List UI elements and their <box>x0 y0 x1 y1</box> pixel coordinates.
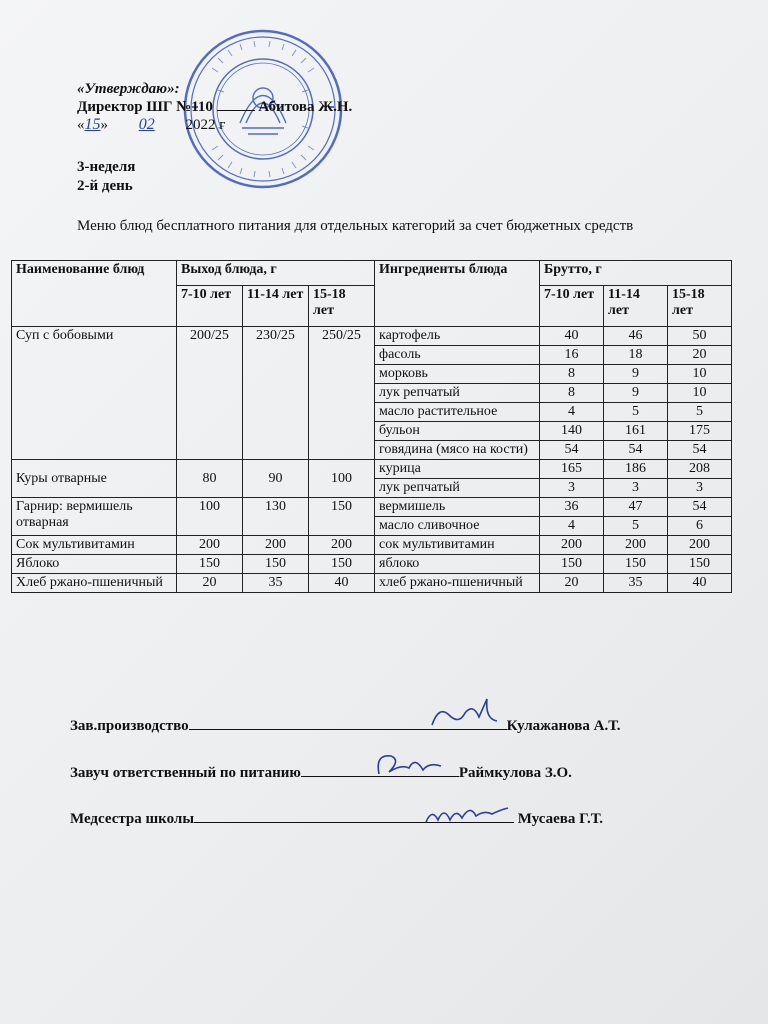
dish-name: Куры отварные <box>12 460 177 498</box>
dish-output: 230/25 <box>243 327 309 460</box>
approval-date-year: 2022 г <box>185 117 226 133</box>
dish-output: 20 <box>177 574 243 593</box>
approval-date-month: 02 <box>138 116 155 133</box>
header-output-age-7-10: 7-10 лет <box>177 286 243 327</box>
signature-title: Зав.производство <box>70 718 189 734</box>
dish-output: 200 <box>177 536 243 555</box>
gross-value: 150 <box>540 555 604 574</box>
gross-value: 54 <box>604 441 668 460</box>
handwritten-signature <box>371 746 451 782</box>
dish-output: 150 <box>243 555 309 574</box>
header-gross-age-7-10: 7-10 лет <box>540 286 604 327</box>
signature-name: Раймкулова З.О. <box>458 765 572 781</box>
signature-line <box>194 808 514 823</box>
signature-line <box>301 762 459 777</box>
header-gross-age-11-14: 11-14 лет <box>604 286 668 327</box>
gross-value: 35 <box>604 574 668 593</box>
gross-value: 200 <box>604 536 668 555</box>
gross-value: 40 <box>540 327 604 346</box>
dish-output: 100 <box>309 460 375 498</box>
handwritten-signature <box>422 798 512 828</box>
dish-output: 40 <box>309 574 375 593</box>
gross-value: 165 <box>540 460 604 479</box>
week-label: 3-неделя <box>77 159 136 175</box>
dish-output: 200 <box>309 536 375 555</box>
director-position: Директор ШГ №110 <box>77 99 213 115</box>
gross-value: 9 <box>604 384 668 403</box>
gross-value: 40 <box>668 574 732 593</box>
gross-value: 4 <box>540 517 604 536</box>
dish-name: Яблоко <box>12 555 177 574</box>
signature-name: Мусаева Г.Т. <box>517 811 603 827</box>
gross-value: 54 <box>540 441 604 460</box>
gross-value: 8 <box>540 365 604 384</box>
dish-name: Хлеб ржано-пшеничный <box>12 574 177 593</box>
dish-output: 200/25 <box>177 327 243 460</box>
director-signature-line <box>217 110 255 111</box>
gross-value: 54 <box>668 441 732 460</box>
table-row <box>12 498 732 517</box>
ingredient-name: вермишель <box>375 498 540 517</box>
approval-date-day: 15 <box>84 116 101 133</box>
signature-title: Завуч ответственный по питанию <box>70 765 301 781</box>
table-row <box>12 536 732 555</box>
table-row <box>12 555 732 574</box>
ingredient-name: яблоко <box>375 555 540 574</box>
ingredient-name: бульон <box>375 422 540 441</box>
dish-name: Гарнир: вермишель отварная <box>12 498 177 536</box>
dish-name: Суп с бобовыми <box>12 327 177 460</box>
ingredient-name: курица <box>375 460 540 479</box>
gross-value: 16 <box>540 346 604 365</box>
dish-output: 130 <box>243 498 309 536</box>
dish-output: 250/25 <box>309 327 375 460</box>
ingredient-name: морковь <box>375 365 540 384</box>
dish-output: 90 <box>243 460 309 498</box>
gross-value: 3 <box>540 479 604 498</box>
dish-name: Сок мультивитамин <box>12 536 177 555</box>
header-gross: Брутто, г <box>540 261 732 286</box>
gross-value: 175 <box>668 422 732 441</box>
signature-title: Медсестра школы <box>70 811 195 827</box>
day-label: 2-й день <box>77 178 133 194</box>
gross-value: 20 <box>668 346 732 365</box>
gross-value: 50 <box>668 327 732 346</box>
table-row <box>12 460 732 479</box>
gross-value: 8 <box>540 384 604 403</box>
gross-value: 54 <box>668 498 732 517</box>
gross-value: 150 <box>668 555 732 574</box>
ingredient-name: сок мультивитамин <box>375 536 540 555</box>
gross-value: 186 <box>604 460 668 479</box>
approval-date: «15» 02 2022 г <box>77 116 226 133</box>
approval-block <box>77 80 352 134</box>
gross-value: 46 <box>604 327 668 346</box>
ingredient-name: говядина (мясо на кости) <box>375 441 540 460</box>
gross-value: 9 <box>604 365 668 384</box>
table-row <box>12 574 732 593</box>
ingredient-name: лук репчатый <box>375 479 540 498</box>
dish-output: 100 <box>177 498 243 536</box>
signature-nurse <box>70 808 603 828</box>
header-output-age-11-14: 11-14 лет <box>243 286 309 327</box>
signature-line <box>189 715 507 730</box>
table-row <box>12 327 732 346</box>
gross-value: 208 <box>668 460 732 479</box>
gross-value: 4 <box>540 403 604 422</box>
ingredient-name: масло растительное <box>375 403 540 422</box>
header-gross-age-15-18: 15-18 лет <box>668 286 732 327</box>
gross-value: 3 <box>604 479 668 498</box>
gross-value: 5 <box>604 517 668 536</box>
ingredient-name: фасоль <box>375 346 540 365</box>
gross-value: 6 <box>668 517 732 536</box>
schedule-info <box>77 158 135 196</box>
gross-value: 47 <box>604 498 668 517</box>
gross-value: 200 <box>668 536 732 555</box>
header-output: Выход блюда, г <box>177 261 375 286</box>
header-dish: Наименование блюд <box>12 261 177 327</box>
approval-director-line <box>77 98 352 116</box>
approval-caption: «Утверждаю»: <box>77 81 180 97</box>
gross-value: 20 <box>540 574 604 593</box>
ingredient-name: лук репчатый <box>375 384 540 403</box>
handwritten-signature <box>427 695 507 735</box>
gross-value: 18 <box>604 346 668 365</box>
header-ingredients: Ингредиенты блюда <box>375 261 540 327</box>
table-header-row <box>12 261 732 286</box>
director-name: Абитова Ж.Н. <box>258 99 353 115</box>
dish-output: 150 <box>309 498 375 536</box>
gross-value: 5 <box>668 403 732 422</box>
gross-value: 200 <box>540 536 604 555</box>
signature-name: Кулажанова А.Т. <box>506 718 621 734</box>
menu-table <box>11 260 732 593</box>
signature-nutrition-head <box>70 762 572 782</box>
menu-title: Меню блюд бесплатного питания для отдельных категорий за счет бюджетных средств <box>77 218 634 234</box>
gross-value: 10 <box>668 365 732 384</box>
dish-output: 150 <box>177 555 243 574</box>
ingredient-name: масло сливочное <box>375 517 540 536</box>
signature-production-head <box>70 715 621 735</box>
gross-value: 5 <box>604 403 668 422</box>
ingredient-name: картофель <box>375 327 540 346</box>
ingredient-name: хлеб ржано-пшеничный <box>375 574 540 593</box>
dish-output: 35 <box>243 574 309 593</box>
dish-output: 200 <box>243 536 309 555</box>
header-output-age-15-18: 15-18 лет <box>309 286 375 327</box>
gross-value: 3 <box>668 479 732 498</box>
dish-output: 80 <box>177 460 243 498</box>
gross-value: 36 <box>540 498 604 517</box>
dish-output: 150 <box>309 555 375 574</box>
gross-value: 150 <box>604 555 668 574</box>
gross-value: 10 <box>668 384 732 403</box>
gross-value: 161 <box>604 422 668 441</box>
gross-value: 140 <box>540 422 604 441</box>
